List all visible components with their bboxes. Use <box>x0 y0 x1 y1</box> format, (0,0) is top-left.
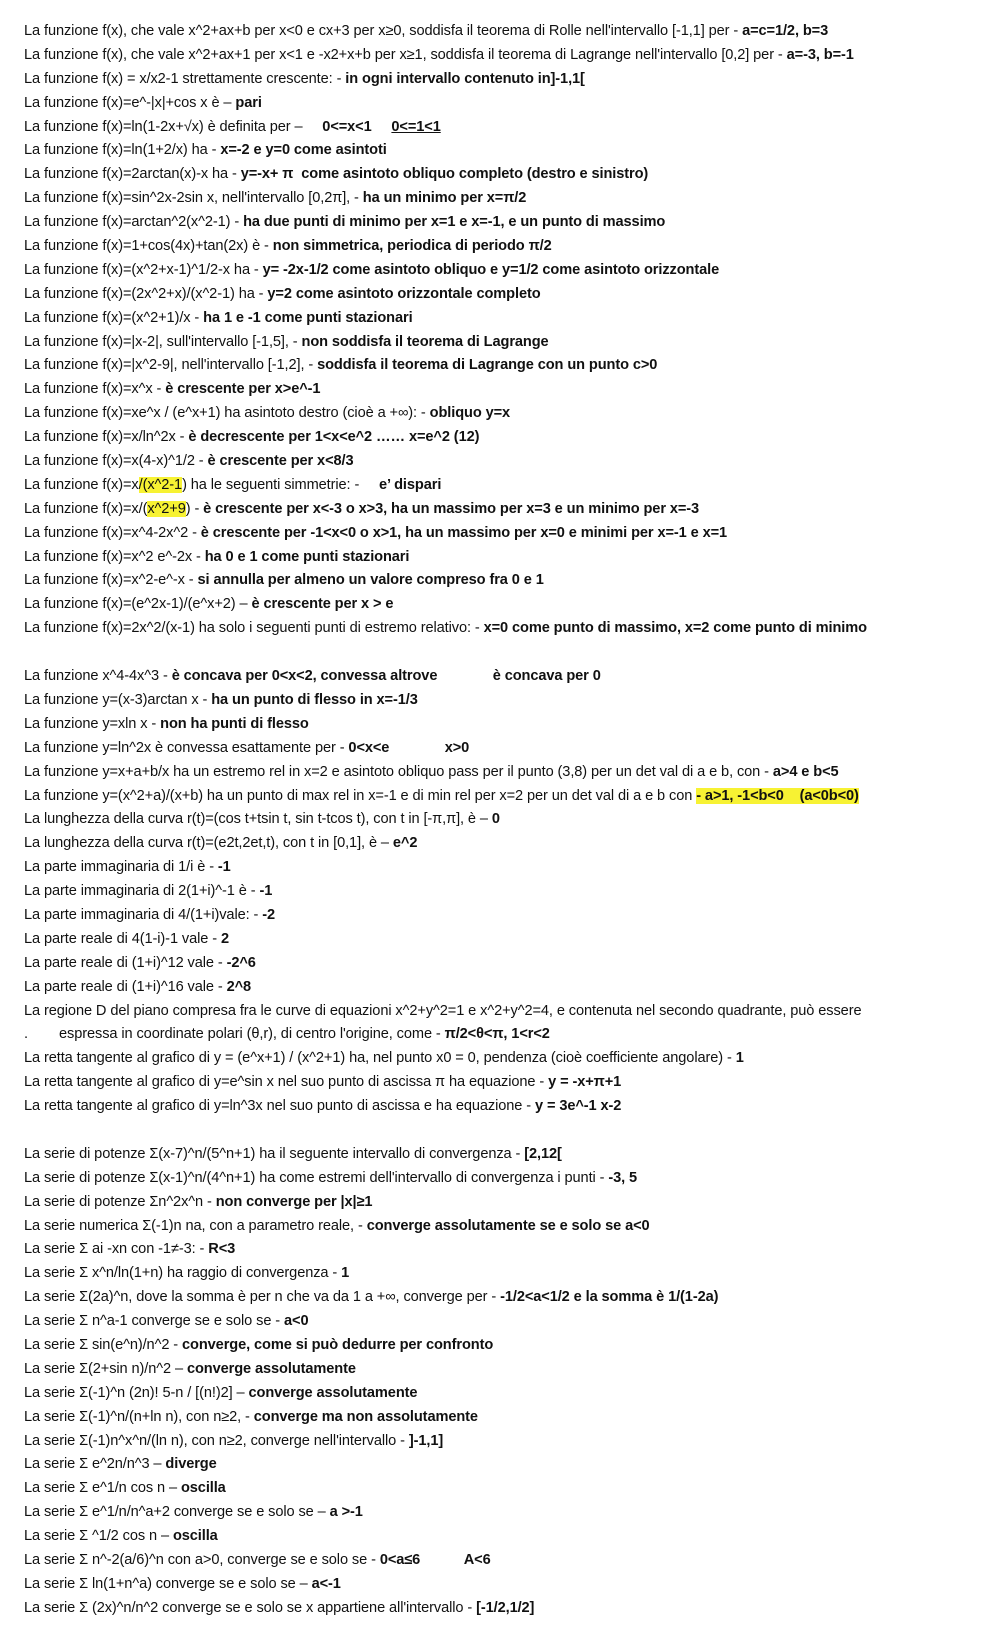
question-text: La funzione f(x)=x/( <box>24 500 148 517</box>
answer-text: è concava per 0 <box>492 668 601 685</box>
answer-text: π/2<θ<π, 1<r<2 <box>444 1026 550 1043</box>
question-text: La retta tangente al grafico di y = (e^x+1) / (x^2+1) ha, nel punto x0 = 0, pendenza (cioè coefficiente angolare) - <box>24 1050 736 1067</box>
text-line <box>24 163 994 187</box>
text-line <box>24 976 994 1000</box>
question-text: La funzione f(x)=|x^2-9|, nell'intervallo [-1,2], - <box>24 357 318 374</box>
question-text: La serie di potenze Σ(x-7)^n/(5^n+1) ha il seguente intervallo di convergenza - <box>24 1145 525 1162</box>
text-line <box>24 569 994 593</box>
text-line <box>24 1334 994 1358</box>
question-text: La funzione f(x) = x/x2-1 strettamente crescente: - <box>24 70 346 87</box>
question-text: La funzione f(x)=2arctan(x)-x ha - <box>24 166 241 183</box>
question-text: La serie Σ x^n/ln(1+n) ha raggio di convergenza - <box>24 1265 342 1282</box>
answer-text: a<-1 <box>311 1575 341 1592</box>
text-line <box>24 259 994 283</box>
question-text: La funzione f(x)=x^2 e^-2x - <box>24 548 205 565</box>
question-text: La funzione f(x)=e^-|x|+cos x è – <box>24 94 236 111</box>
text-line <box>24 928 994 952</box>
text-line <box>24 593 994 617</box>
text-line <box>24 522 994 546</box>
answer-text: y = -x+π+1 <box>548 1074 622 1091</box>
answer-text: [-1/2,1/2] <box>476 1599 535 1616</box>
text-line <box>24 880 994 904</box>
question-text: La funzione f(x)=sin^2x-2sin x, nell'intervallo [0,2π], - <box>24 190 363 207</box>
question-text: La serie Σ(2a)^n, dove la somma è per n che va da 1 a +∞, converge per - <box>24 1289 501 1306</box>
question-text: La funzione f(x)=x^x - <box>24 381 166 398</box>
answer-text: ha due punti di minimo per x=1 e x=-1, e un punto di massimo <box>243 214 666 231</box>
answer-text: è decrescente per 1<x<e^2 …… x=e^2 (12) <box>188 429 480 446</box>
text-line <box>24 1262 994 1286</box>
answer-text: y= -2x-1/2 come asintoto obliquo e y=1/2 come asintoto orizzontale <box>262 261 720 278</box>
question-text: La serie Σ ai -xn con -1≠-3: - <box>24 1241 209 1258</box>
answer-text: R<3 <box>208 1241 236 1258</box>
question-text: La funzione f(x)=(2x^2+x)/(x^2-1) ha - <box>24 285 268 302</box>
question-text: La funzione f(x)=ln(1+2/x) ha - <box>24 142 221 159</box>
answer-text: converge ma non assolutamente <box>253 1408 478 1425</box>
text-line <box>24 808 994 832</box>
paragraph-gap <box>24 641 994 665</box>
text-line <box>24 689 994 713</box>
question-text: La lunghezza della curva r(t)=(cos t+tsin t, sin t-tcos t), con t in [-π,π], è – <box>24 811 492 828</box>
answer-text: A<6 <box>463 1552 491 1568</box>
question-text <box>437 668 492 684</box>
text-line <box>24 1215 994 1239</box>
question-text: La funzione y=x+a+b/x ha un estremo rel in x=2 e asintoto obliquo pass per il punto (3,8) per un det val di a e b, con - <box>24 763 773 780</box>
question-text: La parte immaginaria di 4/(1+i)vale: - <box>24 906 263 923</box>
text-line <box>24 116 994 140</box>
answer-text: e’ dispari <box>379 476 442 493</box>
answer-text: è crescente per x<8/3 <box>207 453 354 470</box>
answer-text: pari <box>235 94 262 111</box>
text-line <box>24 307 994 331</box>
question-text: La regione D del piano compresa fra le curve di equazioni x^2+y^2=1 e x^2+y^2=4, e contenuta nel secondo quadrante, può essere <box>24 1002 862 1019</box>
answer-text: a=c=1/2, b=3 <box>742 23 829 39</box>
answer-text: ha un minimo per x=π/2 <box>362 190 527 207</box>
answer-text: non simmetrica, periodica di periodo π/2 <box>272 238 552 255</box>
answer-text: y=-x+ π come asintoto obliquo completo (destro e sinistro) <box>240 166 649 183</box>
question-text: La serie Σ sin(e^n)/n^2 - <box>24 1336 183 1353</box>
text-line <box>24 1167 994 1191</box>
question-text: La funzione f(x)=|x-2|, sull'intervallo [-1,5], - <box>24 333 302 350</box>
answer-text: 0 <box>491 811 500 828</box>
question-text: La funzione x^4-4x^3 - <box>24 668 172 685</box>
question-text: La serie Σ ^1/2 cos n – <box>24 1528 173 1545</box>
question-text: La funzione f(x)=xe^x / (e^x+1) ha asintoto destro (cioè a +∞): - <box>24 405 430 422</box>
text-line <box>24 1597 994 1621</box>
answer-text: x=0 come punto di massimo, x=2 come punto di minimo <box>483 620 867 637</box>
continuation-marker: . <box>24 1026 28 1043</box>
question-text: La serie Σ(-1)n^x^n/(ln n), con n≥2, converge nell'intervallo - <box>24 1432 409 1449</box>
text-line <box>24 546 994 570</box>
text-line <box>24 1525 994 1549</box>
text-line <box>24 1573 994 1597</box>
question-text: La funzione y=(x-3)arctan x - <box>24 691 212 708</box>
text-line <box>24 498 994 522</box>
answer-text: è crescente per -1<x<0 o x>1, ha un massimo per x=0 e minimi per x=-1 e x=1 <box>200 524 728 541</box>
text-line <box>24 402 994 426</box>
text-line <box>24 378 994 402</box>
answer-text: è concava per 0<x<2, convessa altrove <box>171 668 438 685</box>
question-text: La funzione f(x), che vale x^2+ax+1 per x<1 e -x2+x+b per x≥1, soddisfa il teorema di Lagrange nell'intervallo [0,2] per - <box>24 46 787 63</box>
answer-text: obliquo y=x <box>429 405 511 422</box>
text-line <box>24 1023 994 1047</box>
text-line <box>24 1501 994 1525</box>
answer-text: ha 1 e -1 come punti stazionari <box>203 309 413 326</box>
answer-text: ]-1,1] <box>408 1432 444 1449</box>
answer-text: converge assolutamente se e solo se a<0 <box>366 1217 650 1234</box>
text-line <box>24 235 994 259</box>
question-text: La serie Σ n^-2(a/6)^n con a>0, converge se e solo se - <box>24 1552 380 1568</box>
text-line <box>24 665 994 689</box>
answer-text: converge assolutamente <box>248 1384 418 1401</box>
question-text: x^2+9 <box>147 500 186 517</box>
question-text <box>420 1552 464 1568</box>
answer-text: 0<a≤6 <box>379 1552 421 1568</box>
text-line <box>24 1430 994 1454</box>
question-text: La serie Σ(-1)^n/(n+ln n), con n≥2, - <box>24 1408 254 1425</box>
text-line <box>24 1406 994 1430</box>
answer-text: 2 <box>220 930 229 947</box>
answer-text: 1 <box>341 1265 350 1282</box>
answer-text: a=-3, b=-1 <box>786 46 854 63</box>
answer-text: soddisfa il teorema di Lagrange con un punto c>0 <box>317 357 658 374</box>
answer-text: è crescente per x>e^-1 <box>165 381 321 398</box>
question-text: La serie Σ n^a-1 converge se e solo se - <box>24 1313 284 1330</box>
question-text: La funzione f(x)=(x^2+1)/x - <box>24 309 204 326</box>
answer-text: 2^8 <box>226 978 252 995</box>
text-line <box>24 1286 994 1310</box>
text-line <box>24 331 994 355</box>
answer-text: 1 <box>735 1050 744 1067</box>
answer-text: e^2 <box>392 835 418 852</box>
question-text: La serie numerica Σ(-1)n na, con a parametro reale, - <box>24 1217 367 1234</box>
text-line <box>24 1382 994 1406</box>
answer-text: a<0 <box>284 1313 309 1330</box>
text-line <box>24 1453 994 1477</box>
answer-text: a>4 e b<5 <box>772 763 839 780</box>
text-line <box>24 1143 994 1167</box>
answer-text: ha un punto di flesso in x=-1/3 <box>211 691 418 708</box>
question-text: La retta tangente al grafico di y=e^sin x nel suo punto di ascissa π ha equazione - <box>24 1074 549 1091</box>
answer-text: - a>1, -1<b<0 (a<0b<0) <box>696 787 859 804</box>
question-text: La serie Σ e^1/n cos n – <box>24 1480 181 1497</box>
text-line <box>24 856 994 880</box>
text-line <box>24 426 994 450</box>
question-text: La serie Σ ln(1+n^a) converge se e solo se – <box>24 1575 312 1592</box>
question-text: La retta tangente al grafico di y=ln^3x nel suo punto di ascissa e ha equazione - <box>24 1098 535 1115</box>
text-line <box>24 211 994 235</box>
question-text: La parte immaginaria di 1/i è - <box>24 859 218 876</box>
text-line <box>24 1238 994 1262</box>
text-line <box>24 68 994 92</box>
question-text: La parte immaginaria di 2(1+i)^-1 è - <box>24 883 260 900</box>
question-text: La funzione y=(x^2+a)/(x+b) ha un punto di max rel in x=-1 e di min rel per x=2 per un det val di a e b con <box>24 787 697 804</box>
question-text: La funzione f(x)=1+cos(4x)+tan(2x) è - <box>24 238 273 255</box>
answer-text: 0<x<e <box>348 739 390 756</box>
question-text: La funzione f(x)=(x^2+x-1)^1/2-x ha - <box>24 261 263 278</box>
answer-text: -1 <box>217 859 231 876</box>
question-text: La funzione f(x)=ln(1-2x+√x) è definita per – <box>24 118 323 135</box>
answer-text: converge, come si può dedurre per confronto <box>182 1336 494 1353</box>
answer-text: -1/2<a<1/2 e la somma è 1/(1-2a) <box>500 1289 719 1306</box>
text-line <box>24 1310 994 1334</box>
text-line <box>24 1358 994 1382</box>
answer-text: in ogni intervallo contenuto in]-1,1[ <box>345 70 585 87</box>
text-line <box>24 713 994 737</box>
question-text: ) - <box>185 500 204 517</box>
answer-text: -2 <box>262 906 276 923</box>
text-line <box>24 139 994 163</box>
question-text: La serie di potenze Σn^2x^n - <box>24 1193 216 1210</box>
text-line <box>24 1191 994 1215</box>
text-line <box>24 92 994 116</box>
answer-text: non soddisfa il teorema di Lagrange <box>301 333 549 350</box>
answer-text: diverge <box>165 1456 217 1473</box>
question-text: La funzione f(x)=x^2-e^-x - <box>24 572 198 589</box>
answer-text: -3, 5 <box>608 1169 638 1186</box>
question-text: La parte reale di (1+i)^16 vale - <box>24 978 227 995</box>
question-text: ) ha le seguenti simmetrie: - <box>182 476 379 493</box>
text-line <box>24 1047 994 1071</box>
question-text: La funzione f(x)=x <box>24 476 139 493</box>
question-text: La parte reale di 4(1-i)-1 vale - <box>24 930 221 947</box>
paragraph-gap <box>24 1119 994 1143</box>
answer-text: si annulla per almeno un valore compreso fra 0 e 1 <box>197 572 544 589</box>
question-text: La parte reale di (1+i)^12 vale - <box>24 954 227 971</box>
text-line <box>24 354 994 378</box>
answer-text: 0<=1<1 <box>391 118 441 135</box>
question-text: La serie Σ e^2n/n^3 – <box>24 1456 166 1473</box>
answer-text: converge assolutamente <box>186 1360 356 1377</box>
text-line <box>24 761 994 785</box>
text-line <box>24 737 994 761</box>
text-line <box>24 1095 994 1119</box>
question-text: La serie Σ(2+sin n)/n^2 – <box>24 1360 187 1377</box>
question-text: La serie Σ(-1)^n (2n)! 5-n / [(n!)2] – <box>24 1384 249 1401</box>
answer-text: ha 0 e 1 come punti stazionari <box>204 548 410 565</box>
text-line <box>24 450 994 474</box>
text-line <box>24 44 994 68</box>
text-line <box>24 283 994 307</box>
text-line <box>24 20 994 44</box>
question-text: La funzione f(x)=2x^2/(x-1) ha solo i seguenti punti di estremo relativo: - <box>24 620 484 637</box>
question-text: La funzione y=ln^2x è convessa esattamente per - <box>24 739 349 756</box>
question-text: La funzione f(x)=x(4-x)^1/2 - <box>24 453 208 470</box>
text-line <box>24 187 994 211</box>
answer-text: è crescente per x<-3 o x>3, ha un massimo per x=3 e un minimo per x=-3 <box>203 500 700 517</box>
answer-text: è crescente per x > e <box>251 596 394 613</box>
question-text: La funzione y=xln x - <box>24 715 161 732</box>
question-text: La lunghezza della curva r(t)=(e2t,2et,t), con t in [0,1], è – <box>24 835 393 852</box>
question-text: La funzione f(x)=x/ln^2x - <box>24 429 189 446</box>
text-line <box>24 832 994 856</box>
text-line <box>24 1000 994 1024</box>
text-line <box>24 1071 994 1095</box>
question-text <box>389 740 444 756</box>
answer-text: oscilla <box>180 1480 226 1497</box>
text-line <box>24 952 994 976</box>
answer-text: -2^6 <box>226 954 256 971</box>
answer-text: a >-1 <box>329 1504 363 1521</box>
answer-text: non ha punti di flesso <box>160 715 309 732</box>
answer-text: oscilla <box>172 1528 218 1545</box>
answer-text: x>0 <box>444 739 470 756</box>
text-line <box>24 617 994 641</box>
question-text: La funzione f(x)=arctan^2(x^2-1) - <box>24 214 244 231</box>
answer-text: y=2 come asintoto orizzontale completo <box>267 285 541 302</box>
text-line <box>24 474 994 498</box>
answer-text: x=-2 e y=0 come asintoti <box>220 142 387 159</box>
answer-text: non converge per |x|≥1 <box>215 1193 373 1210</box>
document-page <box>24 20 994 1621</box>
question-text: /(x^2-1 <box>138 476 183 493</box>
question-text: La funzione f(x), che vale x^2+ax+b per x<0 e cx+3 per x≥0, soddisfa il teorema di Rolle nell'intervallo [-1,1] per - <box>24 23 743 39</box>
answer-text: y = 3e^-1 x-2 <box>534 1098 622 1115</box>
text-line <box>24 904 994 928</box>
answer-text: -1 <box>259 883 273 900</box>
question-text: La serie di potenze Σ(x-1)^n/(4^n+1) ha come estremi dell'intervallo di convergenza i punti - <box>24 1169 609 1186</box>
question-text: La funzione f(x)=x^4-2x^2 - <box>24 524 201 541</box>
question-text <box>372 119 392 135</box>
question-text: La funzione f(x)=(e^2x-1)/(e^x+2) – <box>24 596 252 613</box>
text-line <box>24 1477 994 1501</box>
text-line <box>24 785 994 809</box>
question-text: La serie Σ (2x)^n/n^2 converge se e solo se x appartiene all'intervallo - <box>24 1599 477 1616</box>
text-line <box>24 1549 994 1573</box>
question-text: espressa in coordinate polari (θ,r), di centro l'origine, come - <box>59 1026 445 1043</box>
question-text: La serie Σ e^1/n/n^a+2 converge se e solo se – <box>24 1504 330 1521</box>
answer-text: 0<=x<1 <box>322 118 372 135</box>
answer-text: [2,12[ <box>524 1145 562 1162</box>
